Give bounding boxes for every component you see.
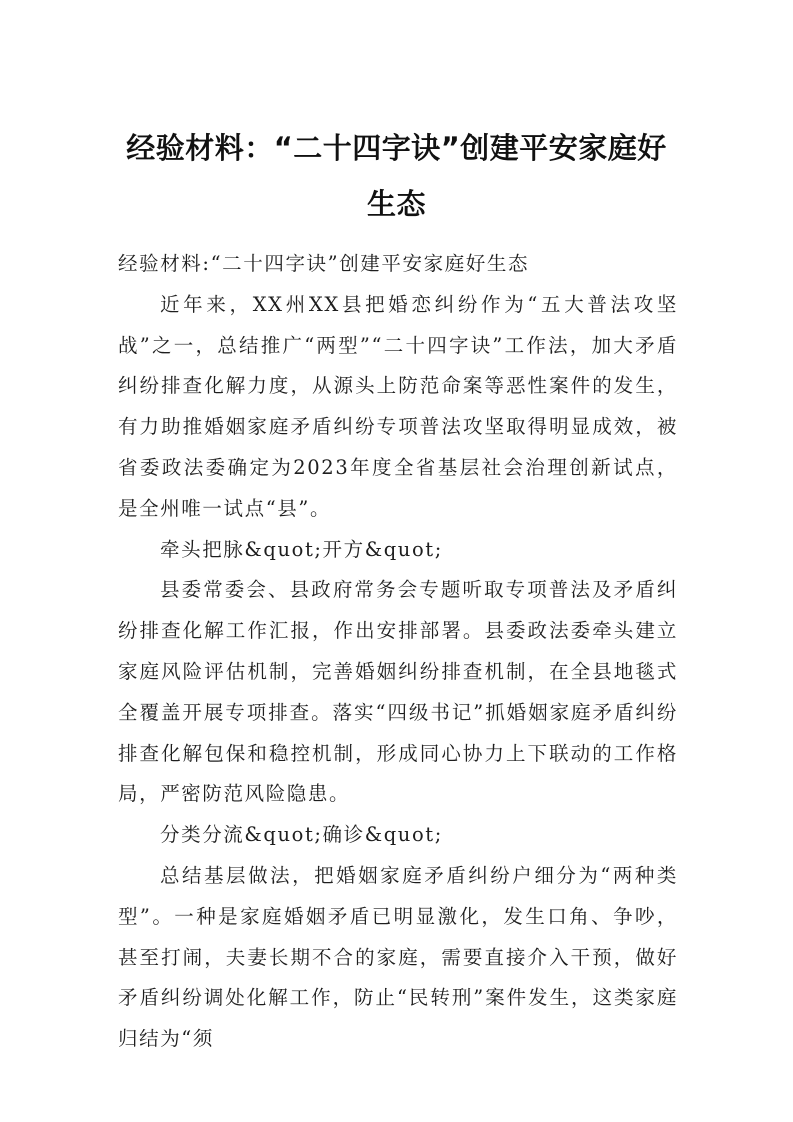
- body-paragraph: 总结基层做法，把婚姻家庭矛盾纠纷户细分为“两种类型”。一种是家庭婚姻矛盾已明显激化，发生口角、争吵，甚至打闹，夫妻长期不合的家庭，需要直接介入干预，做好矛盾纠纷调处化解工作，防止“民转刑”案件发生，这类家庭归结为“须: [118, 863, 678, 1051]
- intro-paragraph: 近年来，XX州XX县把婚恋纠纷作为“五大普法攻坚战”之一，总结推广“两型”“二十四字诀”工作法，加大矛盾纠纷排查化解力度，从源头上防范命案等恶性案件的发生，有力助推婚姻家庭矛盾纠纷专项普法攻坚取得明显成效，被省委政法委确定为2023年度全省基层社会治理创新试点，是全州唯一试点“县”。: [118, 292, 678, 520]
- document-body: [118, 244, 678, 1060]
- document-title: [100, 120, 693, 232]
- body-paragraph: 县委常委会、县政府常务会专题听取专项普法及矛盾纠纷排查化解工作汇报，作出安排部署。县委政法委牵头建立家庭风险评估机制，完善婚姻纠纷排查机制，在全县地毯式全覆盖开展专项排查。落实“四级书记”抓婚姻家庭矛盾纠纷排查化解包保和稳控机制，形成同心协力上下联动的工作格局，严密防范风险隐患。: [118, 578, 678, 806]
- subtitle-paragraph: 经验材料:“二十四字诀”创建平安家庭好生态: [118, 252, 530, 275]
- section-heading: 牵头把脉&quot;开方&quot;: [160, 537, 443, 561]
- title-line-2: 生态: [366, 187, 426, 221]
- title-line-1: 经验材料：“二十四字诀”创建平安家庭好: [126, 131, 667, 165]
- section-heading: 分类分流&quot;确诊&quot;: [160, 823, 443, 847]
